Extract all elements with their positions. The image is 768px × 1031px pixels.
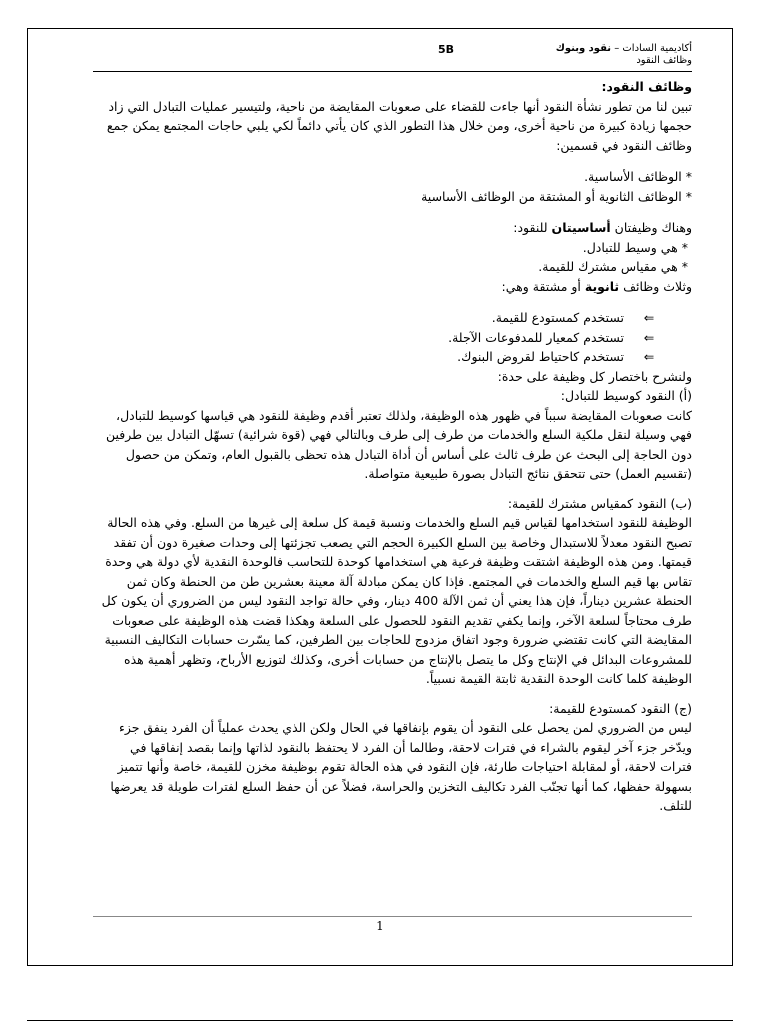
arrow-icon: ⇐ [643,349,655,364]
category-secondary: * الوظائف الثانوية أو المشتقة من الوظائف الأساسية [421,188,692,204]
secondary-functions-intro [96,277,692,297]
secondary-item-store [96,308,692,328]
explain-intro: ولنشرح باختصار كل وظيفة على حدة: [497,368,692,384]
header-subject: نقود وبنوك [555,43,612,54]
secondary-item-text: تستخدم كاحتياط لقروض البنوك. [457,349,624,364]
section-title: وظائف النقود: [601,79,692,94]
next-page-edge [27,1020,733,1031]
basic-bold: أساسيتان [551,220,611,235]
header-chapter: وظائف النقود [636,55,692,66]
basic-item-measure: * هي مقياس مشترك للقيمة. [538,259,688,274]
section-c-body: ليس من الضروري لمن يحصل على النقود أن يقوم بإنفاقها في الحال ولكن الذي يحدث عملياً أن الفرد ينفق جزء ويدّخر جزء آخر ليقوم بالشراء في فترات لاحقة، وطالما أن الفرد لا يحتفظ بالنقود لذاتها وإنما بقصد إنفاقها في فترات لاحقة، أو لمقابلة احتياجات طارئة، فإن النقود في هذه الحالة تقوم بوظيفة مخزن للقيمة، خاصة وأنها تتميز بسهولة حفظها، كما أنها تجنّب الفرد تكاليف التخزين والحراسة، فضلاً عن أن حفظ السلع لفترات طويلة قد يعرضها للتلف. [110,720,692,813]
secondary-prefix: وثلاث وظائف [619,278,692,294]
basic-functions-intro [96,218,692,238]
arrow-icon: ⇐ [643,329,655,345]
header-course-line [556,43,692,55]
category-basic: * الوظائف الأساسية. [584,169,692,184]
secondary-bold: ثانوية [584,278,620,294]
intro-paragraph: تبين لنا من تطور نشأة النقود أنها جاءت للقضاء على صعوبات المقايضة من ناحية، ولتيسير عمليات التبادل التي زاد حجمها زيادة كبيرة من ناحية أخرى، ومن خلال هذا التطور الذي كان يأتي دائماً لكي يلبي حاجات المجتمع يمكن جمع وظائف النقود في قسمين: [106,98,692,153]
section-c-heading: (ج) النقود كمستودع للقيمة: [549,700,692,716]
header-course-info [556,43,692,67]
arrow-icon: ⇐ [643,310,655,325]
basic-item-exchange: * هي وسيط للتبادل. [582,239,688,255]
section-b-body: الوظيفة للنقود استخدامها لقياس قيم السلع والخدمات ونسبة قيمة كل سلعة إلى غيرها من السلع. وفي هذه الحالة تصبح النقود معدلاً للاستبدال وخاصة بين السلع الكبيرة الحجم التي يصعب تجزئتها إلى وحدات صغيرة دون أن تفقد قيمتها. ومن هذه الوظيفة اشتقت وظيفة فرعية هي استخدامها كوحدة للتحاسب فالوحدة النقدية لأي دولة هي وحدة تقاس بها قيم السلع والخدمات في المجتمع. فإذا كان يمكن مبادلة آلة معينة بعشرين طن من الحنطة وكان ثمن الحنطة عشرين ديناراً، فإن هذا يعني أن ثمن الآلة 400 دينار، وفي حالة تواجد النقود ليس من الضروري أن يكون كل طرف محتاجاً لسلعة الآخر، وإنما يكفي تقديم النقود للحصول على السلعة وهكذا قضت هذه الوظيفة على صعوبات المقايضة التي كانت تقتضي ضرورة وجود اتفاق مزدوج للحاجات بين الطرفين، كما يسّرت حسابات التكاليف النسبية للمشروعات البدائل في الإنتاج وكل ما يتصل بالإنتاج من حسابات أخرى، وكذلك لتوزيع الأرباح، وتظهر أهمية هذه الوظيفة كلما كانت الوحدة النقدية ثابتة القيمة نسبياً. [101,515,692,686]
footer-divider [93,916,692,917]
section-a-heading: (أ) النقود كوسيط للتبادل: [560,388,692,403]
basic-prefix: وهناك وظيفتان [610,220,692,235]
secondary-item-text: تستخدم كمعيار للمدفوعات الآجلة. [448,329,624,345]
secondary-item-deferred [96,328,692,348]
section-b-heading: (ب) النقود كمقياس مشترك للقيمة: [507,495,692,511]
page-number: 1 [376,919,384,933]
secondary-suffix: أو مشتقة وهي: [501,278,585,294]
document-page [27,28,733,966]
basic-suffix: للنقود: [513,220,552,235]
document-body [96,77,692,816]
secondary-item-text: تستخدم كمستودع للقيمة. [491,310,624,325]
header-academy: أكاديمية السادات – [611,43,692,54]
section-a-body: كانت صعوبات المقايضة سبباً في ظهور هذه الوظيفة، ولذلك تعتبر أقدم وظيفة للنقود هي قياسها كوسيط للتبادل، فهي وسيلة لنقل ملكية السلع والخدمات من طرف إلى طرف وبالتالي فهي (قوة شرائية) تسهّل التبادل بين طرفين دون الحاجة إلى البحث عن طرف ثالث على أساس أن أداة التبادل هذه تحظى بالقبول العام، وتمكن من حصول (تقسيم العمل) حتى تتحقق نتائج التبادل بصورة طبيعية متواصلة. [105,407,692,481]
page-header [93,43,692,72]
header-code: 5B [438,43,455,56]
secondary-item-reserve [96,347,692,367]
